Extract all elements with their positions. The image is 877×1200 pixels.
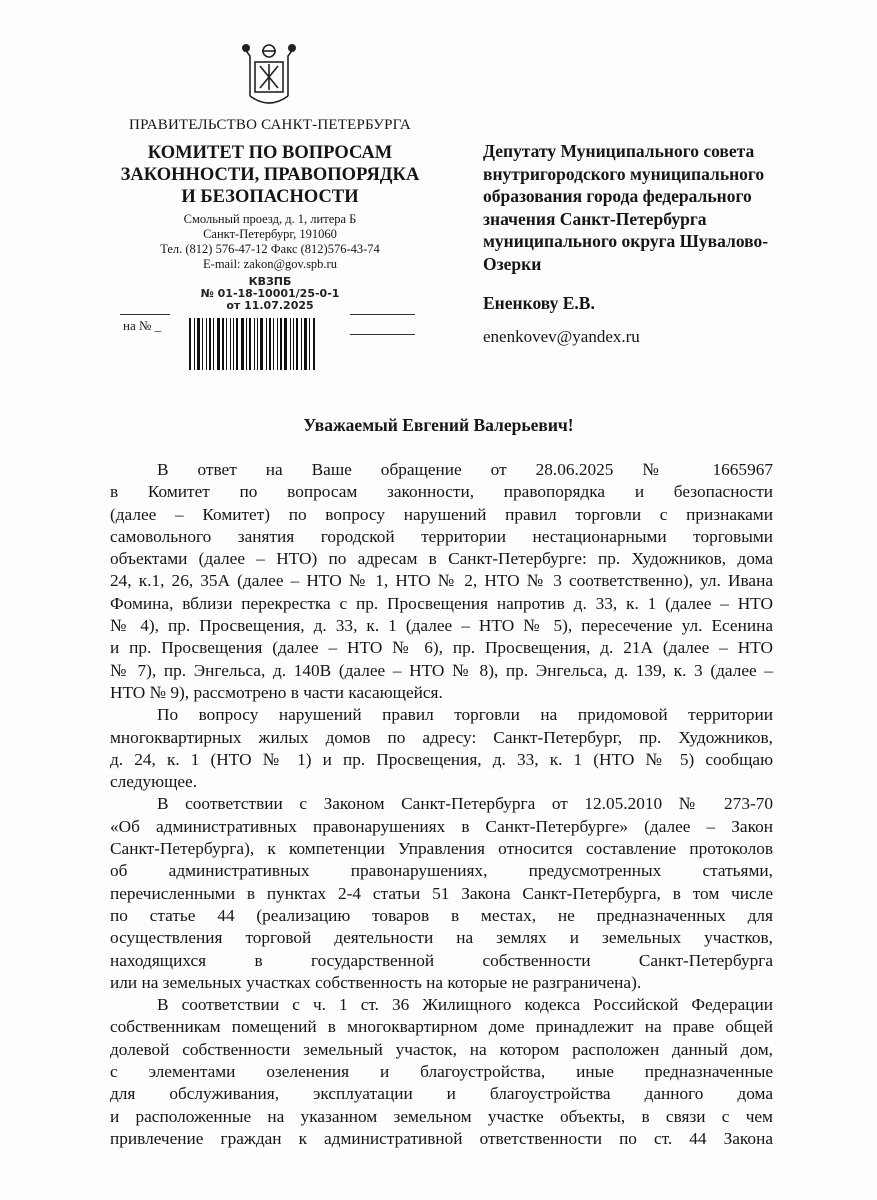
- text-line: перечисленными в пунктах 2-4 статьи 51 Закона Санкт-Петербурга, в том числе: [110, 883, 773, 903]
- text-line: «Об административных правонарушениях в Санкт-Петербурге» (далее – Закон: [110, 816, 773, 836]
- text-line: следующее.: [110, 772, 198, 792]
- barcode-bar: [257, 318, 258, 370]
- text-line: 24, к.1, 26, 35А (далее – НТО № 1, НТО № 2, НТО № 3 соответственно), ул. Ивана: [110, 571, 773, 591]
- text-line: № 4), пр. Просвещения, д. 33, к. 1 (далее – НТО № 5), пересечение ул. Есенина: [110, 616, 773, 636]
- barcode-bar: [313, 318, 315, 370]
- barcode-bar: [296, 318, 298, 370]
- text-line: № 7), пр. Энгельса, д. 140В (далее – НТО № 8), пр. Энгельса, д. 139, к. 3 (далее –: [110, 660, 773, 680]
- government-name: ПРАВИТЕЛЬСТВО САНКТ-ПЕТЕРБУРГА: [129, 117, 411, 133]
- greeting: Уважаемый Евгений Валерьевич!: [303, 415, 574, 435]
- barcode-bar: [230, 318, 231, 370]
- recipient-line: муниципального округа Шувалово-: [483, 231, 769, 251]
- recipient-name: Ененкову Е.В.: [483, 293, 595, 313]
- barcode-bar: [266, 318, 267, 370]
- barcode-bar: [189, 318, 191, 370]
- recipient-email: enenkovev@yandex.ru: [483, 327, 640, 346]
- barcode-bar: [226, 318, 227, 370]
- address-line: Санкт-Петербург, 191060: [203, 227, 337, 241]
- text-line: В соответствии с ч. 1 ст. 36 Жилищного кодекса Российской Федерации: [157, 995, 773, 1015]
- recipient-line: Озерки: [483, 253, 542, 274]
- barcode-bar: [309, 318, 310, 370]
- text-line: НТО № 9), рассмотрено в части касающейся.: [110, 682, 443, 702]
- barcode-bar: [241, 318, 244, 370]
- text-line: и расположенные на указанном земельном участке объекты, в связи с чем: [110, 1106, 773, 1126]
- paragraph: [110, 704, 773, 793]
- committee-line: КОМИТЕТ ПО ВОПРОСАМ: [147, 143, 393, 163]
- committee-line: ЗАКОННОСТИ, ПРАВОПОРЯДКА: [120, 165, 420, 185]
- barcode-bar: [233, 318, 234, 370]
- barcode-bar: [236, 318, 238, 370]
- text-line: долевой собственности земельный участок, на котором расположен данный дом,: [110, 1039, 773, 1059]
- email-line: E-mail: zakon@gov.spb.ru: [203, 257, 337, 271]
- text-line: по статье 44 (реализацию товаров в местах, не предназначенных для: [110, 905, 773, 925]
- barcode-bar: [217, 318, 220, 370]
- text-line: собственникам помещений в многоквартирном доме принадлежит на праве общей: [110, 1017, 773, 1037]
- barcode-bar: [273, 318, 274, 370]
- barcode-bar: [269, 318, 271, 370]
- barcode-bar: [194, 318, 195, 370]
- reg-number: № 01-18-10001/25-0-1: [200, 287, 340, 300]
- committee-name: [100, 142, 440, 208]
- barcode-bar: [284, 318, 287, 370]
- recipient-line: образования города федерального: [483, 186, 752, 206]
- barcode-bar: [290, 318, 291, 370]
- divider: [350, 334, 415, 335]
- paragraph: [110, 793, 773, 994]
- committee-line: И БЕЗОПАСНОСТИ: [181, 187, 359, 207]
- text-line: с элементами озеленения и благоустройства, иные предназначенные: [110, 1062, 773, 1082]
- text-line: или на земельных участках собственность на которые не разграничена).: [110, 972, 642, 992]
- text-line: и пр. Просвещения (далее – НТО № 6), пр. Просвещения, д. 21А (далее – НТО: [110, 638, 773, 658]
- phone-line: Тел. (812) 576-47-12 Факс (812)576-43-74: [160, 242, 380, 256]
- recipient-block: [483, 140, 823, 275]
- reg-date: от 11.07.2025: [226, 299, 314, 312]
- in-reply-to: на № _: [123, 318, 162, 333]
- barcode-bar: [197, 318, 200, 370]
- committee-address: [100, 212, 440, 272]
- barcode-bar: [280, 318, 282, 370]
- registration-stamp: [150, 276, 390, 312]
- reg-code: КВЗПБ: [248, 275, 292, 288]
- barcode-bar: [209, 318, 211, 370]
- barcode-bar: [293, 318, 294, 370]
- paragraph: [110, 459, 773, 704]
- text-line: д. 24, к. 1 (НТО № 1) и пр. Просвещения, д. 33, к. 1 (НТО № 5) сообщаю: [110, 749, 773, 769]
- text-line: об административных правонарушениях, предусмотренных статьями,: [110, 861, 773, 881]
- barcode-bar: [213, 318, 214, 370]
- recipient-line: внутригородского муниципального: [483, 163, 765, 184]
- barcode-bar: [249, 318, 251, 370]
- barcode: [189, 318, 319, 370]
- barcode-bar: [260, 318, 263, 370]
- text-line: В ответ на Ваше обращение от 28.06.2025 № 1665967: [157, 460, 773, 479]
- recipient-line: значения Санкт-Петербурга: [483, 208, 707, 229]
- text-line: привлечение граждан к административной ответственности по ст. 44 Закона: [110, 1128, 773, 1148]
- text-line: осуществления торговой деятельности на землях и земельных участков,: [110, 928, 773, 948]
- text-line: По вопросу нарушений правил торговли на придомовой территории: [157, 705, 773, 725]
- coat-of-arms-icon: [238, 42, 300, 110]
- letter-body: [110, 459, 773, 1150]
- barcode-bar: [222, 318, 224, 370]
- text-line: Фомина, вблизи перекрестка с пр. Просвещения напротив д. 33, к. 1 (далее – НТО: [110, 593, 773, 613]
- address-line: Смольный проезд, д. 1, литера Б: [183, 212, 357, 226]
- recipient-line: Депутату Муниципального совета: [483, 141, 755, 161]
- barcode-bar: [246, 318, 247, 370]
- text-line: находящихся в государственной собственности Санкт-Петербурга: [110, 950, 773, 970]
- barcode-bar: [254, 318, 255, 370]
- barcode-bar: [277, 318, 278, 370]
- barcode-bar: [206, 318, 207, 370]
- text-line: (далее – Комитет) по вопросу нарушений правил торговли с признаками: [110, 504, 773, 524]
- text-line: В соответствии с Законом Санкт-Петербурга от 12.05.2010 № 273-70: [157, 794, 773, 814]
- divider: [350, 314, 415, 315]
- barcode-bar: [301, 318, 302, 370]
- text-line: Санкт-Петербурга), к компетенции Управления относится составление протоколов: [110, 839, 773, 859]
- barcode-bar: [202, 318, 203, 370]
- text-line: объектами (далее – НТО) по адресам в Санкт-Петербурге: пр. Художников, дома: [110, 549, 773, 569]
- barcode-bar: [304, 318, 307, 370]
- text-line: самовольного занятия городской территории нестационарными торговыми: [110, 526, 773, 546]
- text-line: многоквартирных жилых домов по адресу: Санкт-Петербург, пр. Художников,: [110, 727, 773, 747]
- paragraph: [110, 994, 773, 1150]
- text-line: в Комитет по вопросам законности, правопорядка и безопасности: [110, 482, 773, 502]
- divider: [120, 314, 170, 315]
- text-line: для обслуживания, эксплуатации и благоустройства данного дома: [110, 1084, 773, 1104]
